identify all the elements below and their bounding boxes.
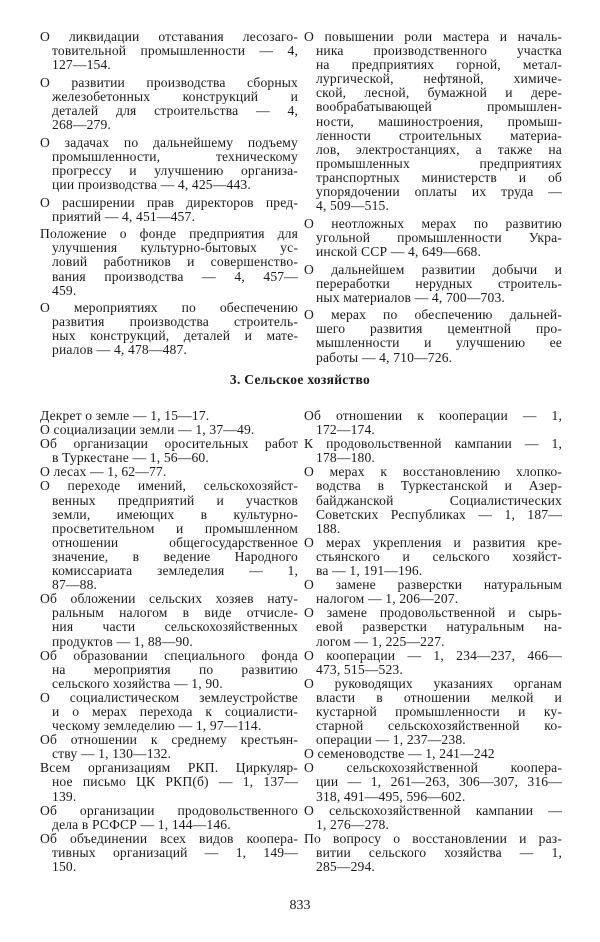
entry-line: сельского хозяйства — 1, 90. — [52, 675, 223, 691]
entry-line: байджанской Социалистических — [316, 492, 562, 508]
entry-line: 4, 509—515. — [316, 198, 390, 214]
entry-line: стьянского и сельского хозяйст- — [316, 548, 562, 564]
index-entry — [304, 761, 562, 803]
entry-line: просветительном и промышленном — [52, 520, 298, 536]
entry-line: О развитии производства сборных — [40, 74, 298, 90]
entry-line: ловий работников и совершенство- — [52, 254, 298, 270]
entry-line: шего развития цементной про- — [316, 321, 562, 337]
entry-line: транспортных министерств и об — [316, 169, 562, 185]
entry-line: О лесах — 1, 62—77. — [40, 464, 167, 480]
entry-line: мышленности и улучшению ее — [316, 335, 562, 351]
entry-line: тивных организаций — 1, 149— — [52, 844, 298, 860]
entry-line: О замене продовольственной и сырь- — [304, 605, 562, 621]
entry-line: угольной промышленности Укра- — [316, 229, 562, 245]
index-entry — [40, 227, 298, 297]
index-entry — [40, 733, 298, 761]
entry-line: Об отношении к кооперации — 1, — [304, 408, 562, 423]
entry-line: вообрабатывающей промышлен- — [316, 99, 562, 115]
entry-line: Положение о фонде предприятия для — [40, 226, 298, 242]
index-entry — [304, 677, 562, 747]
entry-line: О расширении прав директоров пред- — [40, 194, 298, 210]
entry-line: О сельскохозяйственной кампании — — [304, 802, 562, 818]
entry-line: О ликвидации отставания лесозаго- — [40, 29, 298, 44]
entry-line: 1, 276—278. — [316, 816, 390, 832]
entry-line: О мероприятиях по обеспечению — [40, 300, 298, 316]
index-entry — [40, 136, 298, 192]
entry-line: приятий — 4, 451—457. — [52, 208, 195, 224]
index-entry — [40, 423, 298, 437]
index-entry — [40, 409, 298, 423]
entry-line: О социалистическом землеустройстве — [40, 689, 298, 705]
entry-line: ции — 1, 261—263, 306—307, 316— — [316, 774, 562, 790]
index-entry — [304, 606, 562, 648]
entry-line: власти в отношении мелкой и — [316, 689, 562, 705]
entry-line: О мерах по обеспечению дальней- — [304, 307, 562, 323]
entry-line: О мерах укрепления и развития кре- — [304, 534, 562, 550]
entry-line: промышленных предприятиях — [316, 155, 562, 171]
entry-line: ской, лесной, бумажной и дере- — [316, 85, 562, 101]
index-entry — [40, 592, 298, 648]
entry-line: 318, 491—495, 596—602. — [316, 788, 466, 804]
entry-line: 139. — [52, 788, 77, 804]
entry-line: О неотложных мерах по развитию — [304, 215, 562, 231]
entry-line: значение, в ведение Народного — [52, 548, 298, 564]
index-entry — [304, 804, 562, 832]
bottom-right-column — [304, 409, 562, 874]
index-entry — [40, 761, 298, 803]
index-entry — [304, 578, 562, 606]
entry-line: ству — 1, 130—132. — [52, 746, 172, 762]
entry-line: О переходе имений, сельскохозяйст- — [40, 478, 298, 494]
index-entry — [304, 437, 562, 465]
entry-line: переработки нерудных строитель- — [316, 275, 562, 291]
entry-line: прогрессу и улучшению организа- — [52, 162, 298, 178]
entry-line: операции — 1, 237—238. — [316, 732, 466, 748]
entry-line: 473, 515—523. — [316, 661, 403, 677]
index-entry — [40, 76, 298, 132]
entry-line: земли, имеющих в культурно- — [52, 506, 298, 522]
entry-line: Об отношении к среднему крестьян- — [40, 732, 298, 748]
entry-line: О дальнейшем развитии добычи и — [304, 261, 562, 277]
entry-line: Об образовании специального фонда — [40, 647, 298, 663]
entry-line: в Туркестане — 1, 56—60. — [52, 450, 209, 466]
entry-line: О кооперации — 1, 234—237, 466— — [304, 647, 562, 663]
bottom-left-column — [40, 409, 298, 874]
entry-line: О замене разверстки натуральным — [304, 577, 562, 593]
entry-line: ника производственного участка — [316, 43, 562, 59]
top-left-column — [40, 30, 298, 361]
index-entry — [40, 804, 298, 832]
entry-line: 285—294. — [316, 859, 375, 874]
entry-line: евой разверстки натуральным на- — [316, 619, 562, 635]
index-entry — [40, 832, 298, 874]
index-entry — [40, 479, 298, 592]
entry-line: ленности строительных материа- — [316, 127, 562, 143]
entry-line: продуктов — 1, 88—90. — [52, 633, 193, 649]
entry-line: О задачах по дальнейшему подъему — [40, 134, 298, 150]
entry-line: ния части сельскохозяйственных — [52, 619, 298, 635]
entry-line: лургической, нефтяной, химиче- — [316, 71, 562, 87]
entry-line: упорядочении оплаты их труда — — [316, 184, 562, 200]
index-entry — [40, 196, 298, 224]
entry-line: деталей для строительства — 4, — [52, 102, 298, 118]
index-entry — [304, 217, 562, 259]
entry-line: комиссариата земледелия — 1, — [52, 563, 298, 579]
entry-line: О повышении роли мастера и началь- — [304, 29, 562, 44]
index-entry — [304, 649, 562, 677]
entry-line: 188. — [316, 520, 341, 536]
entry-line: О социализации земли — 1, 37—49. — [40, 422, 255, 438]
entry-line: отношении общегосударственное — [52, 534, 298, 550]
entry-line: 268—279. — [52, 117, 111, 133]
entry-line: водства в Туркестанской и Азер- — [316, 478, 562, 494]
entry-line: 459. — [52, 282, 77, 298]
entry-line: ральным налогом в виде отчисле- — [52, 605, 298, 621]
index-entry — [304, 308, 562, 364]
entry-line: К продовольственной кампании — 1, — [304, 436, 562, 452]
entry-line: дела в РСФСР — 1, 144—146. — [52, 816, 231, 832]
entry-line: Об организации оросительных работ — [40, 436, 298, 452]
entry-line: на мероприятия по развитию — [52, 661, 298, 677]
entry-line: По вопросу о восстановлении и раз- — [304, 830, 562, 846]
index-entry — [40, 465, 298, 479]
entry-line: лов, электростанциях, а также на — [316, 141, 562, 157]
entry-line: 150. — [52, 859, 77, 874]
index-entry — [40, 437, 298, 465]
entry-line: товительной промышленности — 4, — [52, 43, 298, 59]
entry-line: Декрет о земле — 1, 15—17. — [40, 408, 210, 423]
index-entry — [40, 649, 298, 691]
entry-line: старной сельскохозяйственной ко- — [316, 718, 562, 734]
page-number: 833 — [289, 898, 311, 913]
entry-line: кустарной промышленности и ку- — [316, 703, 562, 719]
entry-line: ции производства — 4, 425—443. — [52, 176, 251, 192]
entry-line: логом — 1, 225—227. — [316, 633, 445, 649]
entry-line: развития производства строитель- — [52, 314, 298, 330]
entry-line: 178—180. — [316, 450, 375, 466]
index-entry — [304, 30, 562, 213]
section-heading: 3. Сельское хозяйство — [229, 372, 371, 387]
index-entry — [304, 832, 562, 874]
entry-line: ных конструкций, деталей и мате- — [52, 328, 298, 344]
index-entry — [40, 691, 298, 733]
entry-line: вания производства — 4, 457— — [52, 268, 298, 284]
entry-line: риалов — 4, 478—487. — [52, 342, 187, 358]
entry-line: улучшения культурно-бытовых ус- — [52, 240, 298, 256]
entry-line: ности, машиностроения, промыш- — [316, 113, 562, 129]
entry-line: работы — 4, 710—726. — [316, 349, 453, 365]
entry-line: Об обложении сельских хозяев нату- — [40, 591, 298, 607]
entry-line: железобетонных конструкций и — [52, 88, 298, 104]
entry-line: 87—88. — [52, 577, 98, 593]
entry-line: витии сельского хозяйства — 1, — [316, 844, 562, 860]
entry-line: 172—174. — [316, 422, 375, 438]
entry-line: венных предприятий и участков — [52, 492, 298, 508]
index-entry — [304, 263, 562, 305]
index-entry — [304, 465, 562, 535]
entry-line: О мерах к восстановлению хлопко- — [304, 464, 562, 480]
index-entry — [40, 30, 298, 72]
top-right-column — [304, 30, 562, 368]
entry-line: О сельскохозяйственной коопера- — [304, 760, 562, 776]
entry-line: и о мерах перехода к социалисти- — [52, 703, 298, 719]
index-entry — [304, 409, 562, 437]
entry-line: промышленности, техническому — [52, 148, 298, 164]
entry-line: налогом — 1, 206—207. — [316, 591, 459, 607]
entry-line: Об объединении всех видов коопера- — [40, 830, 298, 846]
entry-line: ных материалов — 4, 700—703. — [316, 289, 505, 305]
entry-line: ное письмо ЦК РКП(б) — 1, 137— — [52, 774, 298, 790]
index-entry — [304, 747, 562, 761]
entry-line: О руководящих указаниях органам — [304, 675, 562, 691]
entry-line: Об организации продовольственного — [40, 802, 298, 818]
entry-line: О семеноводстве — 1, 241—242 — [304, 746, 495, 762]
entry-line: инской ССР — 4, 649—668. — [316, 243, 482, 259]
entry-line: на предприятиях горной, метал- — [316, 57, 562, 73]
entry-line: ческому земледелию — 1, 97—114. — [52, 718, 262, 734]
entry-line: Всем организациям РКП. Циркуляр- — [40, 760, 298, 776]
index-entry — [40, 301, 298, 357]
entry-line: Советских Республиках — 1, 187— — [316, 506, 562, 522]
index-entry — [304, 536, 562, 578]
entry-line: ва — 1, 191—196. — [316, 563, 423, 579]
entry-line: 127—154. — [52, 57, 111, 73]
